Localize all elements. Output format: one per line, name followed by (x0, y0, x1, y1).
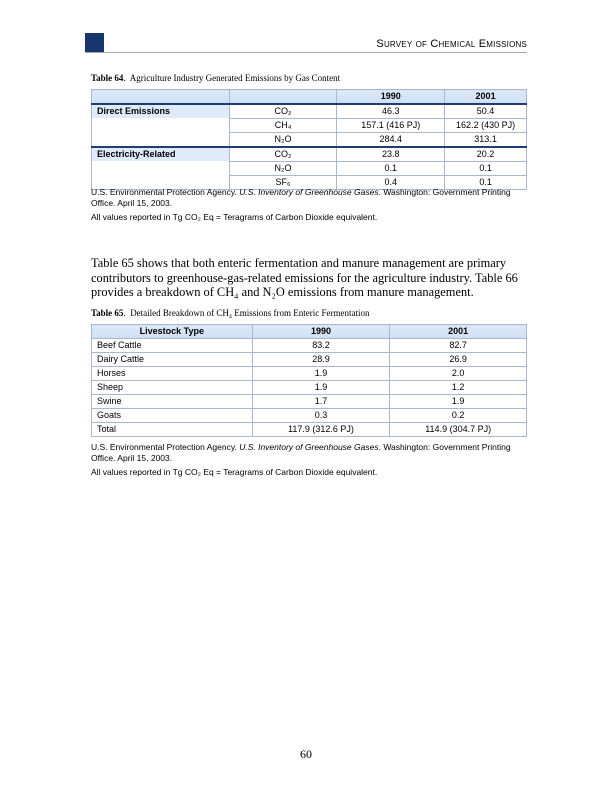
table64-caption-text: Agriculture Industry Generated Emissions by Gas Content (129, 73, 341, 83)
source-title: U.S. Inventory of Greenhouse Gases (239, 187, 379, 197)
group-label: Direct Emissions (92, 104, 230, 147)
value-cell: 46.3 (337, 104, 445, 119)
table-row (92, 395, 527, 409)
livestock-cell: Goats (92, 409, 253, 423)
gas-cell: N₂O (229, 162, 337, 176)
value-cell: 0.3 (252, 409, 390, 423)
col-header-1990: 1990 (337, 90, 445, 105)
col-header-livestock: Livestock Type (92, 325, 253, 339)
value-cell: 1.7 (252, 395, 390, 409)
gas-cell: SF₆ (229, 176, 337, 190)
source-text: U.S. Environmental Protection Agency. (91, 187, 240, 197)
source-text: U.S. Environmental Protection Agency. (91, 442, 240, 452)
header-rule (85, 52, 527, 53)
group-label: Electricity-Related (92, 147, 230, 190)
value-cell: 0.1 (445, 176, 527, 190)
table-row (92, 367, 527, 381)
value-cell: 1.2 (390, 381, 527, 395)
table65-caption: Table 65. Detailed Breakdown of CH₄ Emissions from Enteric Fermentation (91, 308, 370, 318)
value-cell: 82.7 (390, 339, 527, 353)
value-cell: 162.2 (430 PJ) (445, 119, 527, 133)
gas-cell: N₂O (229, 133, 337, 148)
header-logo-block (85, 33, 104, 52)
value-cell: 28.9 (252, 353, 390, 367)
col-header-2001: 2001 (390, 325, 527, 339)
livestock-cell: Swine (92, 395, 253, 409)
table64-label: Table 64 (91, 73, 124, 83)
table65-label: Table 65 (91, 308, 124, 318)
col-header (92, 90, 230, 105)
table-row (92, 381, 527, 395)
value-cell: 0.4 (337, 176, 445, 190)
col-header-1990: 1990 (252, 325, 390, 339)
value-cell: 157.1 (416 PJ) (337, 119, 445, 133)
table-row (92, 104, 527, 119)
table64-units-note: All values reported in Tg CO₂ Eq = Teragrams of Carbon Dioxide equivalent. (91, 212, 378, 222)
table65-units-note: All values reported in Tg CO₂ Eq = Teragrams of Carbon Dioxide equivalent. (91, 467, 378, 477)
value-cell: 1.9 (252, 381, 390, 395)
livestock-cell: Beef Cattle (92, 339, 253, 353)
value-cell: 313.1 (445, 133, 527, 148)
table65-source (91, 442, 531, 464)
source-text: . Washington: Government Printing Office. April 15, 2003. (91, 442, 511, 463)
value-cell: 0.1 (445, 162, 527, 176)
table-row (92, 353, 527, 367)
table-65 (91, 324, 527, 437)
value-cell: 83.2 (252, 339, 390, 353)
source-title: U.S. Inventory of Greenhouse Gases (239, 442, 379, 452)
body-paragraph: Table 65 shows that both enteric fermentation and manure management are primary contributors to greenhouse-gas-related emissions for the agriculture industry. Table 66 provides a breakdown of CH₄ and N₂O emissions from manure management. (91, 256, 518, 299)
running-header-title: Survey of Chemical Emissions (376, 38, 527, 50)
livestock-cell: Sheep (92, 381, 253, 395)
table65-caption-text: Detailed Breakdown of CH₄ Emissions from Enteric Fermentation (130, 308, 370, 318)
value-cell: 1.9 (252, 367, 390, 381)
page-number: 60 (300, 747, 312, 761)
value-cell: 284.4 (337, 133, 445, 148)
livestock-cell: Dairy Cattle (92, 353, 253, 367)
table-row (92, 147, 527, 162)
livestock-cell: Horses (92, 367, 253, 381)
table-row (92, 339, 527, 353)
col-header-2001: 2001 (445, 90, 527, 105)
table64-source (91, 187, 531, 209)
table-header-row (92, 90, 527, 105)
value-cell: 50.4 (445, 104, 527, 119)
table-row (92, 423, 527, 437)
value-cell: 20.2 (445, 147, 527, 162)
table64-caption: Table 64. Agriculture Industry Generated Emissions by Gas Content (91, 73, 341, 83)
table-row (92, 409, 527, 423)
value-cell: 26.9 (390, 353, 527, 367)
value-cell: 23.8 (337, 147, 445, 162)
source-text: . Washington: Government Printing Office. April 15, 2003. (91, 187, 511, 208)
value-cell: 1.9 (390, 395, 527, 409)
gas-cell: CO₂ (229, 147, 337, 162)
table-header-row (92, 325, 527, 339)
value-cell: 2.0 (390, 367, 527, 381)
value-cell: 117.9 (312.6 PJ) (252, 423, 390, 437)
gas-cell: CO₂ (229, 104, 337, 119)
value-cell: 114.9 (304.7 PJ) (390, 423, 527, 437)
col-header (229, 90, 337, 105)
livestock-cell: Total (92, 423, 253, 437)
value-cell: 0.2 (390, 409, 527, 423)
gas-cell: CH₄ (229, 119, 337, 133)
value-cell: 0.1 (337, 162, 445, 176)
table-64 (91, 89, 527, 190)
